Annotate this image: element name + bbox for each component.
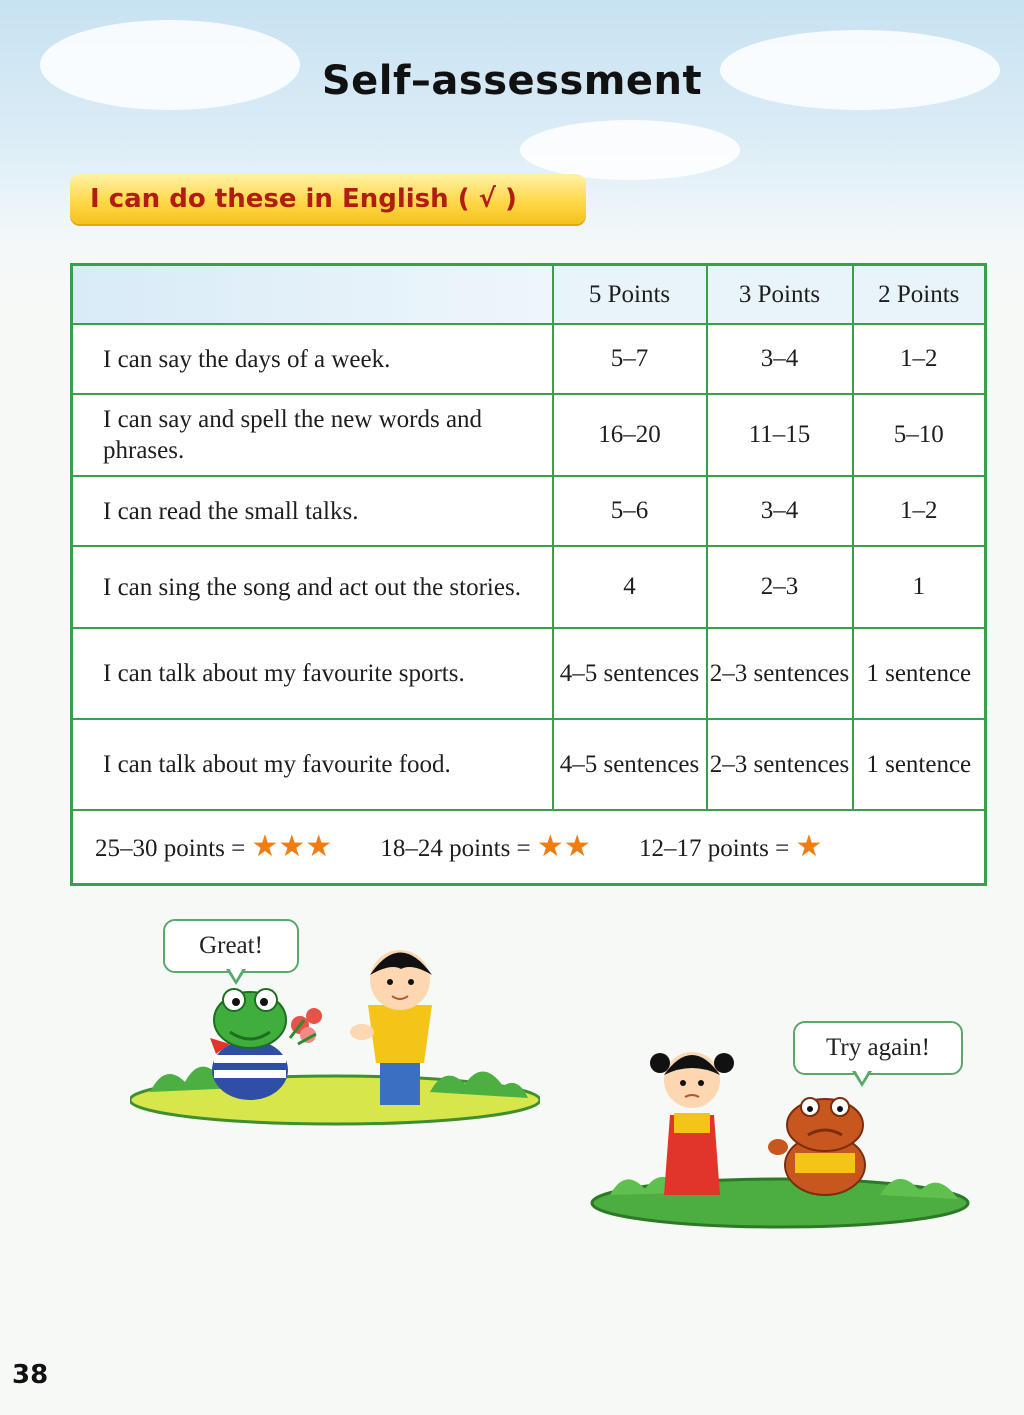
two-points-cell: 1 <box>853 546 986 628</box>
three-points-cell: 2–3 <box>707 546 853 628</box>
score-range: 25–30 points = <box>95 835 246 863</box>
sky-background <box>0 0 1024 300</box>
five-points-cell: 5–6 <box>553 476 707 546</box>
three-points-cell: 2–3 sentences <box>707 628 853 719</box>
table-row <box>72 719 986 810</box>
skill-cell: I can say the days of a week. <box>72 324 553 394</box>
skill-cell: I can talk about my favourite food. <box>72 719 553 810</box>
header-2-points: 2 Points <box>853 265 986 325</box>
score-three-stars <box>95 829 332 864</box>
header-3-points: 3 Points <box>707 265 853 325</box>
assessment-table <box>70 263 987 886</box>
section-banner <box>70 174 586 224</box>
frog-speech-text: Great! <box>199 932 263 959</box>
skill-cell: I can read the small talks. <box>72 476 553 546</box>
table-row <box>72 628 986 719</box>
skill-cell: I can say and spell the new words and phrases. <box>72 394 553 476</box>
two-points-cell: 1–2 <box>853 476 986 546</box>
cloud <box>520 120 740 180</box>
five-points-cell: 4–5 sentences <box>553 719 707 810</box>
toad-speech-bubble <box>793 1021 963 1075</box>
five-points-cell: 4–5 sentences <box>553 628 707 719</box>
speech-tail <box>226 969 246 985</box>
two-points-cell: 1–2 <box>853 324 986 394</box>
skill-cell: I can sing the song and act out the stories. <box>72 546 553 628</box>
speech-tail <box>852 1071 872 1087</box>
five-points-cell: 16–20 <box>553 394 707 476</box>
score-range: 18–24 points = <box>380 835 531 863</box>
star-icon: ★★ <box>536 830 591 864</box>
score-two-stars <box>380 829 590 864</box>
star-icon: ★ <box>795 830 823 864</box>
page-number: 38 <box>12 1360 49 1390</box>
frog-speech-bubble <box>163 919 299 973</box>
table-row <box>72 394 986 476</box>
three-points-cell: 3–4 <box>707 324 853 394</box>
girl-character <box>650 1052 734 1195</box>
banner-label: I can do these in English ( √ ) <box>90 184 517 214</box>
three-points-cell: 3–4 <box>707 476 853 546</box>
header-blank-cell <box>72 265 553 325</box>
three-points-cell: 2–3 sentences <box>707 719 853 810</box>
skill-cell: I can talk about my favourite sports. <box>72 628 553 719</box>
table-row <box>72 476 986 546</box>
header-5-points: 5 Points <box>553 265 707 325</box>
star-icon: ★★★ <box>251 830 333 864</box>
score-legend <box>72 810 986 884</box>
header-row <box>72 265 986 325</box>
table-row <box>72 546 986 628</box>
five-points-cell: 4 <box>553 546 707 628</box>
score-range: 12–17 points = <box>638 835 790 863</box>
score-one-star <box>639 829 822 864</box>
two-points-cell: 1 sentence <box>853 628 986 719</box>
two-points-cell: 1 sentence <box>853 719 986 810</box>
toad-speech-text: Try again! <box>826 1034 930 1061</box>
two-points-cell: 5–10 <box>853 394 986 476</box>
table-row <box>72 324 986 394</box>
score-legend-row <box>72 810 986 884</box>
five-points-cell: 5–7 <box>553 324 707 394</box>
page-title: Self–assessment <box>321 58 703 104</box>
three-points-cell: 11–15 <box>707 394 853 476</box>
